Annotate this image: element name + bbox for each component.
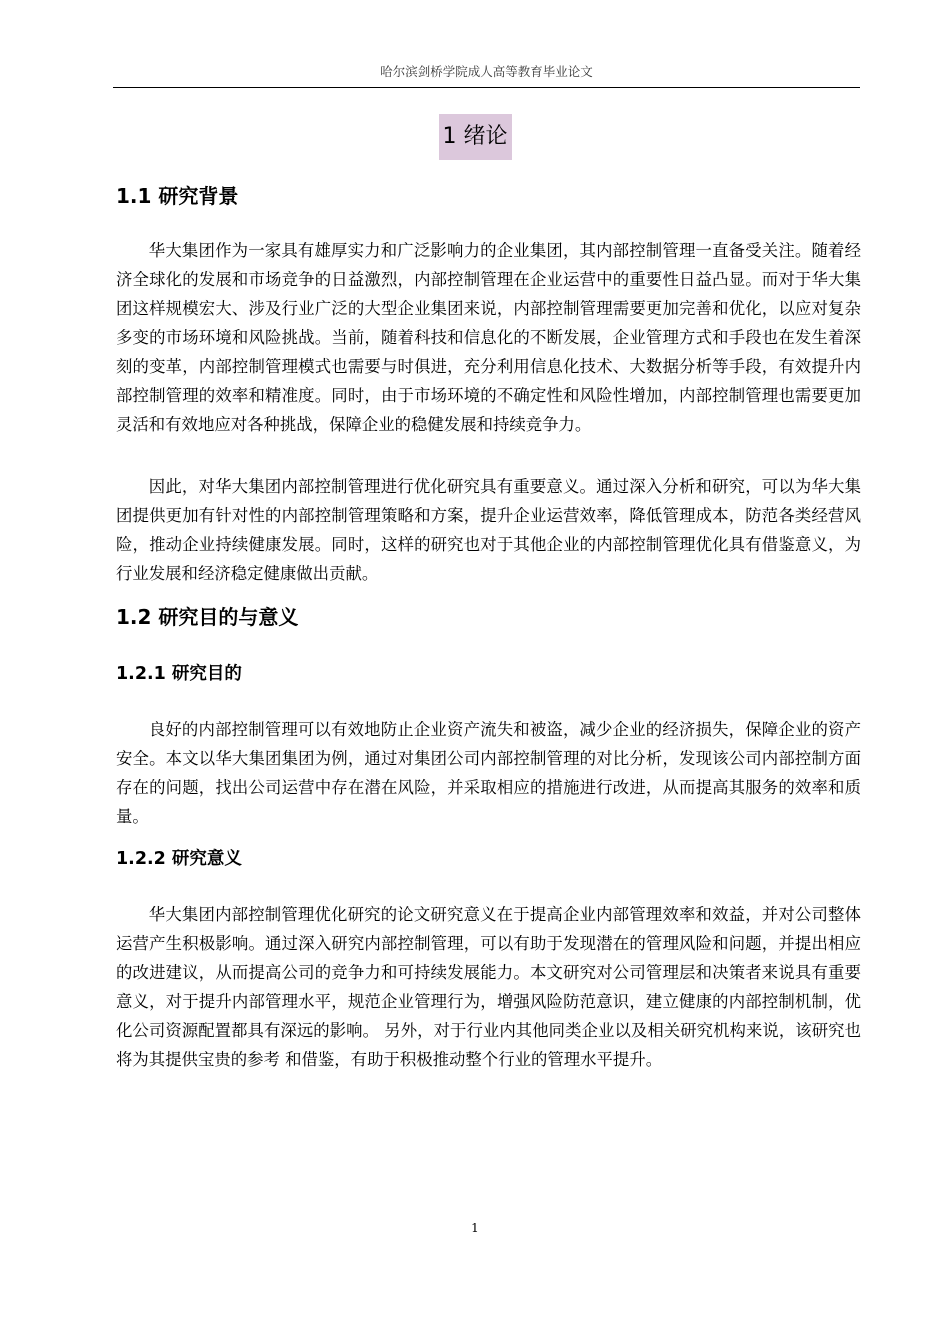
section-title-1-2-2: 1.2.2 研究意义 bbox=[116, 849, 242, 869]
running-header: 哈尔滨剑桥学院成人高等教育毕业论文 bbox=[380, 64, 593, 79]
chapter-title: 1 绪论 bbox=[439, 114, 512, 160]
section-title-1-2-1: 1.2.1 研究目的 bbox=[116, 664, 242, 684]
section-title-1-1: 1.1 研究背景 bbox=[116, 184, 239, 208]
section-title-1-2: 1.2 研究目的与意义 bbox=[116, 605, 299, 629]
header-rule bbox=[113, 87, 860, 88]
paragraph-significance: 华大集团内部控制管理优化研究的论文研究意义在于提高企业内部管理效率和效益，并对公司整体运营产生积极影响。通过深入研究内部控制管理，可以有助于发现潜在的管理风险和问题，并提出相应的改进建议，从而提高公司的竞争力和可持续发展能力。本文研究对公司管理层和决策者来说具有重要意义，对于提升内部管理水平，规范企业管理行为，增强风险防范意识，建立健康的内部控制机制，优化公司资源配置都具有深远的影响。 另外，对于行业内其他同类企业以及相关研究机构来说，该研究也将为其提供宝贵的参考 和借鉴，有助于积极推动整个行业的管理水平提升。 bbox=[116, 905, 861, 1069]
page-number: 1 bbox=[471, 1221, 479, 1235]
paragraph-background-2: 因此，对华大集团内部控制管理进行优化研究具有重要意义。通过深入分析和研究，可以为华大集团提供更加有针对性的内部控制管理策略和方案，提升企业运营效率，降低管理成本，防范各类经营风险，推动企业持续健康发展。同时，这样的研究也对于其他企业的内部控制管理优化具有借鉴意义，为行业发展和经济稳定健康做出贡献。 bbox=[116, 477, 861, 583]
chapter-heading-container bbox=[0, 114, 950, 160]
paragraph-purpose: 良好的内部控制管理可以有效地防止企业资产流失和被盗，减少企业的经济损失，保障企业的资产安全。本文以华大集团集团为例，通过对集团公司内部控制管理的对比分析，发现该公司内部控制方面存在的问题，找出公司运营中存在潜在风险，并采取相应的措施进行改进，从而提高其服务的效率和质量。 bbox=[116, 720, 861, 826]
paragraph-background-1: 华大集团作为一家具有雄厚实力和广泛影响力的企业集团，其内部控制管理一直备受关注。随着经济全球化的发展和市场竞争的日益激烈，内部控制管理在企业运营中的重要性日益凸显。而对于华大集团这样规模宏大、涉及行业广泛的大型企业集团来说，内部控制管理需要更加完善和优化，以应对复杂多变的市场环境和风险挑战。当前，随着科技和信息化的不断发展，企业管理方式和手段也在发生着深刻的变革，内部控制管理模式也需要与时俱进，充分利用信息化技术、大数据分析等手段，有效提升内部控制管理的效率和精准度。同时，由于市场环境的不确定性和风险性增加，内部控制管理也需要更加灵活和有效地应对各种挑战，保障企业的稳健发展和持续竞争力。 bbox=[116, 241, 861, 434]
